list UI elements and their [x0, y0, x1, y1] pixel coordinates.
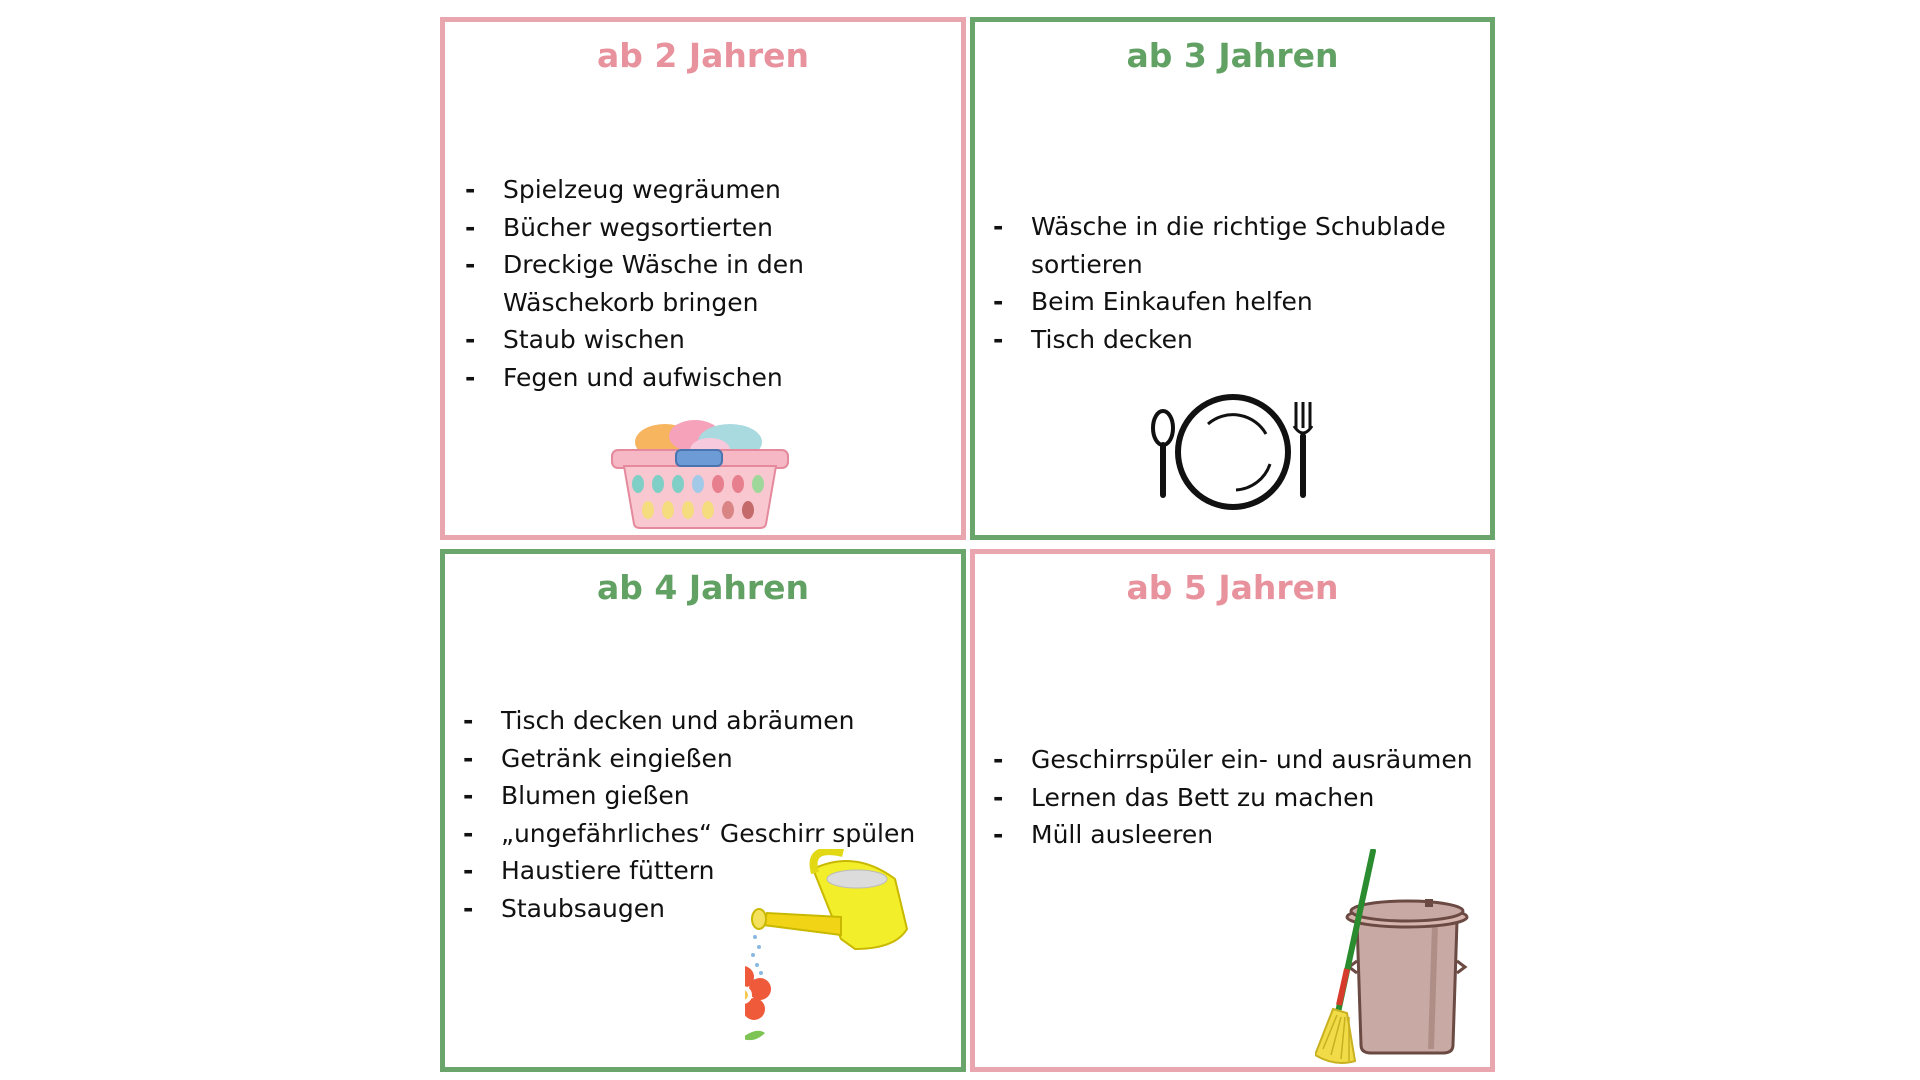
- trash-can-broom-icon: [1315, 849, 1495, 1069]
- task-list: [993, 741, 1473, 854]
- bullet-dash: -: [993, 324, 1004, 354]
- list-item: - Staub wischen: [465, 321, 955, 359]
- list-item: - Tisch decken und abräumen: [463, 702, 953, 740]
- watering-can-flower-icon: [745, 849, 915, 1069]
- card-age-2: [440, 17, 966, 540]
- bullet-dash: -: [993, 782, 1004, 812]
- list-item: - Spielzeug wegräumen: [465, 171, 955, 209]
- card-title: ab 4 Jahren: [596, 568, 810, 607]
- bullet-dash: -: [463, 781, 474, 810]
- list-item: - Dreckige Wäsche in den Wäschekorb bringen: [465, 246, 955, 321]
- list-item: - Geschirrspüler ein- und ausräumen: [993, 741, 1473, 779]
- bullet-dash: -: [463, 818, 474, 848]
- list-item: - Haustiere füttern: [463, 852, 953, 890]
- list-item: - „ungefährliches“ Geschirr spülen: [463, 815, 953, 853]
- list-item: - Tisch decken: [993, 321, 1473, 359]
- bullet-dash: -: [465, 325, 476, 354]
- list-item: - Beim Einkaufen helfen: [993, 283, 1473, 321]
- bullet-dash: -: [465, 250, 476, 279]
- task-list: [465, 171, 955, 396]
- card-age-4: [440, 549, 966, 1072]
- bullet-dash: -: [993, 287, 1004, 316]
- list-item: - Fegen und aufwischen: [465, 359, 955, 397]
- bullet-dash: -: [463, 706, 474, 735]
- bullet-dash: -: [463, 743, 474, 773]
- list-item: - Getränk eingießen: [463, 740, 953, 778]
- bullet-dash: -: [463, 856, 474, 885]
- bullet-dash: -: [463, 893, 474, 923]
- list-item: - Wäsche in die richtige Schublade sortieren: [993, 208, 1473, 283]
- list-item: - Staubsaugen: [463, 890, 953, 928]
- card-age-5: [970, 549, 1495, 1072]
- bullet-dash: -: [993, 212, 1004, 241]
- card-age-3: [970, 17, 1495, 540]
- list-item: - Bücher wegsortierten: [465, 209, 955, 247]
- plate-cutlery-icon: [1148, 392, 1318, 532]
- card-title: ab 2 Jahren: [596, 36, 810, 75]
- list-item: - Lernen das Bett zu machen: [993, 779, 1473, 817]
- card-title: ab 3 Jahren: [1126, 36, 1339, 75]
- bullet-dash: -: [465, 175, 476, 204]
- bullet-dash: -: [465, 212, 476, 242]
- laundry-basket-icon: [610, 412, 790, 532]
- task-list: [993, 208, 1473, 358]
- list-item: - Blumen gießen: [463, 777, 953, 815]
- list-item: - Müll ausleeren: [993, 816, 1473, 854]
- bullet-dash: -: [993, 820, 1004, 849]
- bullet-dash: -: [993, 745, 1004, 774]
- card-title: ab 5 Jahren: [1126, 568, 1339, 607]
- bullet-dash: -: [465, 362, 476, 392]
